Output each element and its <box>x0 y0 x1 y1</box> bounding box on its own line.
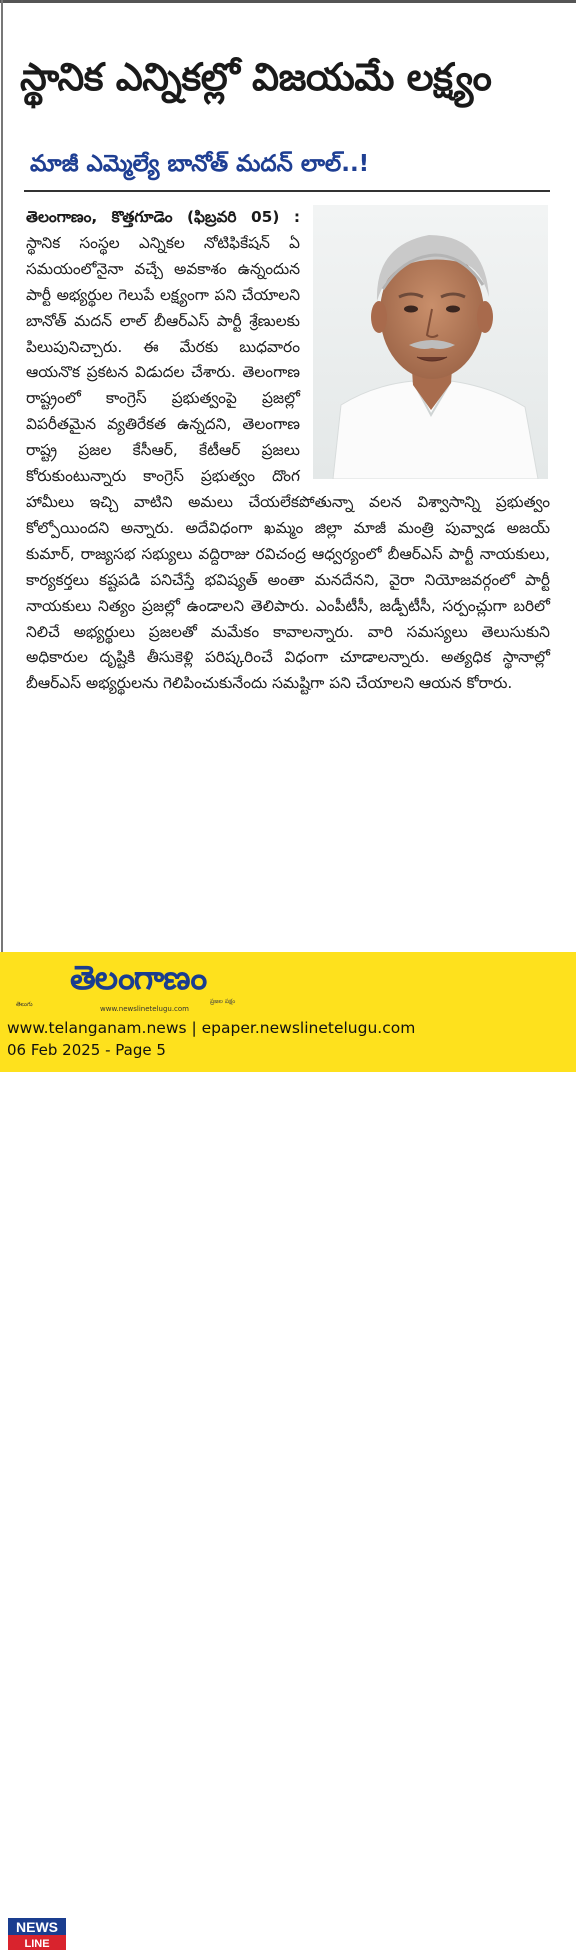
news-badge-bottom: LINE <box>24 1938 50 1950</box>
headline: స్థానిక ఎన్నికల్లో విజయమే లక్ష్యం <box>20 55 492 99</box>
masthead-url[interactable]: www.newslinetelugu.com <box>100 1005 189 1013</box>
photo-spacer <box>314 205 550 479</box>
footer-date-page: 06 Feb 2025 - Page 5 <box>7 1041 166 1059</box>
masthead-tagline: ప్రజల పక్షం <box>210 998 236 1005</box>
dateline: తెలంగాణం, కొత్తగూడెం (ఫిబ్రవరి 05) : <box>26 208 300 226</box>
body-text: స్థానిక సంస్థల ఎన్నికల నోటిఫికేషన్ ఏ సమయంలోనైనా వచ్చే అవకాశం ఉన్నందున పార్టీ అభ్యర్థుల గెలుపే లక్ష్యంగా పని చేయాలని బానోత్ మదన్ లాల్ బీఆర్ఎస్ పార్టీ శ్రేణులకు పిలుపునిచ్చారు. ఈ మేరకు బుధవారం ఆయనొక ప్రకటన విడుదల చేశారు. తెలంగాణ రాష్ట్రంలో కాంగ్రెస్ ప్రభుత్వంపై ప్రజల్లో విపరీతమైన వ్యతిరేకత ఉన్నదని, తెలంగాణ రాష్ట్ర ప్రజల కేసీఆర్, కేటీఆర్ ప్రజలు కోరుకుంటున్నారు కాంగ్రెస్ ప్రభుత్వం దొంగ హామీలు ఇచ్చి వాటిని అమలు చేయలేకపోతున్నా వలన విశ్వాసాన్ని ప్రభుత్వం కోల్పోయిందని అన్నారు. అదేవిధంగా ఖమ్మం జిల్లా మాజీ మంత్రి పువ్వాడ అజయ్ కుమార్, రాజ్యసభ సభ్యులు వద్దిరాజు రవిచంద్ర ఆధ్వర్యంలో బీఆర్ఎస్ పార్టీ నాయకులు, కార్యకర్తలు కష్టపడి పనిచేస్తే భవిష్యత్ అంతా మనదేనని, వైరా నియోజవర్గంలో పార్టీ నాయకులు నిత్యం ప్రజల్లో ఉండాలని తెలిపారు. ఎంపీటీసీ, జడ్పీటీసీ, సర్పంచ్లుగా బరిలో నిలిచే అభ్యర్థులు ప్రజలతో మమేకం కావాలన్నారు. వారి సమస్యలు తెలుసుకుని అధికారుల దృష్టికి తీసుకెళ్లి పరిష్కరించే విధంగా చూడాలన్నారు. అత్యధిక స్థానాల్లో బీఆర్ఎస్ అభ్యర్థులను గెలిపించుకునేందు సమష్టిగా పని చేయాలని ఆయన కోరారు. <box>26 233 550 693</box>
footer-links[interactable]: www.telanganam.news | epaper.newslinetelugu.com <box>7 1019 416 1037</box>
news-badge-top: NEWS <box>16 1919 58 1935</box>
left-border <box>1 0 3 952</box>
article-frame <box>0 0 576 952</box>
subheadline: మాజీ ఎమ్మెల్యే బానోత్ మదన్ లాల్..! <box>30 151 370 177</box>
divider <box>24 190 550 192</box>
badge-caption: తెలుగు <box>16 1001 33 1008</box>
masthead-title: తెలంగాణం <box>70 958 207 997</box>
newsline-logo-icon <box>8 1918 66 1950</box>
top-border <box>0 0 576 3</box>
article-body <box>26 205 550 697</box>
